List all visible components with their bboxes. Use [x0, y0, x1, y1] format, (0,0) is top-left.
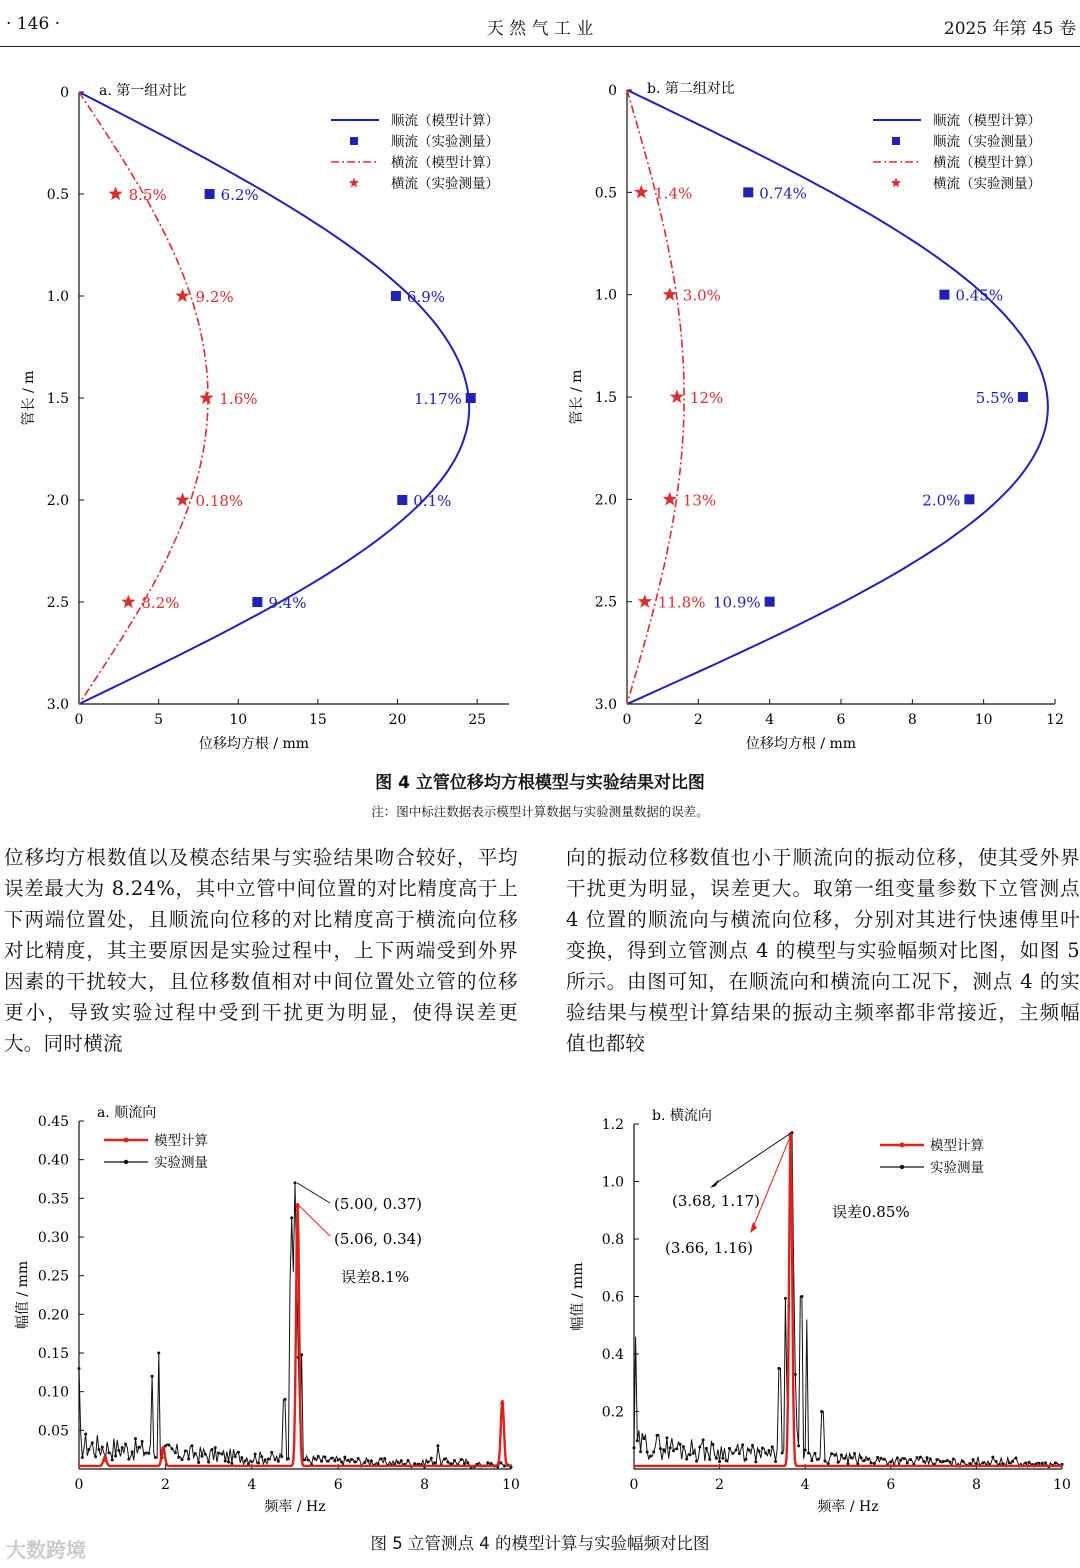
experiment-point [906, 1461, 909, 1464]
experiment-point [698, 1445, 701, 1448]
y-tick-label: 2.5 [594, 594, 617, 611]
experiment-point [751, 1444, 754, 1447]
experiment-point [731, 1452, 734, 1455]
experiment-point [972, 1458, 975, 1461]
experiment-point [820, 1410, 823, 1413]
experiment-point [784, 1297, 787, 1300]
experiment-point [712, 1443, 715, 1446]
body-text-left: 位移均方根数值以及模态结果与实验结果吻合较好，平均误差最大为 8.24%，其中立管中间位置的对比精度高于上下两端位置处，且顺流向位移的对比精度高于横流向位移对比精度，其主要原因是实验过程中，上下两端受到外界因素的干扰较大，且位移数值相对中间位置处立管的位移更小，导致实验过程中受到干扰更为明显，使得误差更大。同时横流 [4, 846, 518, 1055]
experiment-point [721, 1457, 724, 1460]
experiment-point [748, 1449, 751, 1452]
experiment-point [860, 1456, 863, 1459]
experiment-point [804, 1449, 807, 1452]
inline-point-label: 0.1% [413, 492, 452, 510]
x-tick-label: 0 [622, 712, 632, 728]
experiment-point [863, 1459, 866, 1462]
x-axis-label: 频率 / Hz [264, 1499, 326, 1515]
legend-label: 顺流（模型计算） [391, 113, 499, 129]
experiment-point [952, 1457, 955, 1460]
figure4-note: 注：图中标注数据表示模型计算数据与实验测量数据的误差。 [371, 804, 709, 819]
y-tick-label: 0.5 [46, 187, 69, 203]
experiment-point [652, 1450, 655, 1453]
experiment-point [889, 1460, 892, 1463]
y-tick-label: 1.0 [601, 1174, 624, 1191]
experiment-point [879, 1457, 882, 1460]
experiment-point [929, 1457, 932, 1460]
experiment-point [771, 1445, 774, 1448]
y-tick-label: 2.5 [46, 595, 69, 611]
y-tick-label: 0.8 [601, 1232, 624, 1248]
experiment-point [817, 1458, 820, 1461]
inline-point-label: 9.4% [268, 594, 307, 612]
y-tick-label: 0.2 [601, 1404, 624, 1421]
experiment-point [741, 1443, 744, 1446]
experiment-point [672, 1449, 675, 1452]
annotation-leader-model [752, 1136, 791, 1231]
experiment-point [685, 1458, 688, 1461]
experiment-point [899, 1459, 902, 1462]
x-tick-label: 2 [160, 1477, 170, 1493]
experiment-point [995, 1460, 998, 1463]
annotation-arrowhead-exp [710, 1179, 719, 1188]
experiment-point [754, 1460, 757, 1463]
y-tick-label: 2.0 [46, 493, 69, 509]
x-tick-label: 2 [715, 1477, 725, 1493]
experiment-point [853, 1452, 856, 1455]
experiment-point [646, 1451, 649, 1454]
y-axis-label: 管长 / m [21, 370, 37, 426]
experiment-point [800, 1295, 803, 1298]
x-tick-label: 0 [629, 1477, 639, 1493]
annotation-model-peak: (3.66, 1.16) [665, 1239, 754, 1257]
figure4-caption: 图 4 立管位移均方根模型与实验结果对比图 [375, 773, 705, 793]
x-tick-label: 2 [693, 712, 703, 728]
y-tick-label: 0.5 [594, 185, 617, 202]
cross-point-label: 13% [682, 491, 717, 510]
experiment-point [1037, 1462, 1040, 1465]
body-text-right: 向的振动位移数值也小于顺流向的振动位移，使其受外界干扰更为明显，误差更大。取第一组变量参数下立管测点 4 位置的顺流向与横流向位移，分别对其进行快速傅里叶变换，得到立管测点 4 的模型与实验幅频对比图，如图 5 所示。由图可知，在顺流向和横流向工况下，测点 4 的实验结果与模型计算结果的振动主频率都非常接近，主频幅值也都较 [566, 846, 1080, 1055]
experiment-point [909, 1458, 912, 1461]
model-series-line [634, 1132, 1062, 1466]
issue-info: 2025 年第 45 卷 [943, 19, 1076, 39]
y-axis-label: 管长 / m [569, 369, 585, 425]
experiment-point [876, 1456, 879, 1459]
experiment-point [833, 1454, 836, 1457]
experiment-point [758, 1450, 761, 1453]
experiment-point [688, 1453, 691, 1456]
legend-label: 横流（实验测量） [391, 176, 499, 192]
y-tick-label: 0.25 [37, 1268, 69, 1285]
y-tick-label: 2.0 [594, 492, 617, 509]
inline-point-label: 10.9% [713, 593, 761, 612]
experiment-point [991, 1456, 994, 1459]
panel-label: b. 横流向 [652, 1108, 712, 1124]
legend-label: 顺流（实验测量） [933, 134, 1041, 150]
inline-point-label: 0.74% [759, 184, 807, 203]
y-tick-label: 0.6 [601, 1289, 624, 1306]
y-tick-label: 0.10 [37, 1384, 69, 1401]
legend-label: 顺流（实验测量） [391, 134, 499, 150]
experiment-point [1011, 1460, 1014, 1463]
experiment-point [675, 1447, 678, 1450]
x-tick-label: 4 [800, 1477, 810, 1493]
annotation-error: 误差8.1% [341, 1268, 410, 1286]
experiment-point [827, 1462, 830, 1465]
legend-exp-marker [900, 1165, 904, 1169]
experiment-point [1024, 1461, 1027, 1464]
panel-label: a. 第一组对比 [99, 83, 187, 99]
x-tick-label: 0 [74, 1477, 84, 1493]
x-tick-label: 6 [333, 1477, 343, 1493]
experiment-point [981, 1461, 984, 1464]
annotation-arrowhead-model [750, 1222, 757, 1233]
experiment-point [738, 1452, 741, 1455]
cross-point-label: 9.2% [195, 288, 234, 306]
x-tick-label: 10 [1053, 1477, 1071, 1493]
legend-label: 模型计算 [930, 1138, 984, 1154]
experiment-point [962, 1460, 965, 1463]
experiment-point [810, 1459, 813, 1462]
inline-point-label: 0.45% [955, 286, 1004, 305]
x-tick-label: 5 [154, 712, 164, 728]
experiment-point [669, 1446, 672, 1449]
inline-point-label: 2.0% [922, 491, 961, 510]
y-tick-label: 0.35 [37, 1191, 69, 1208]
experiment-point [744, 1458, 747, 1461]
experiment-point [725, 1459, 728, 1462]
annotation-leader-exp [712, 1133, 792, 1186]
inline-point-label: 6.9% [406, 288, 446, 306]
x-tick-label: 8 [907, 712, 917, 728]
experiment-point [692, 1452, 695, 1455]
watermark-logo: 大数跨境 [6, 1538, 86, 1562]
x-tick-label: 6 [836, 712, 846, 728]
experiment-point [708, 1458, 711, 1461]
cross-point-label: 8.5% [128, 186, 167, 204]
annotation-exp-peak: (5.00, 0.37) [334, 1195, 423, 1213]
x-tick-label: 25 [468, 712, 487, 728]
y-tick-label: 1.0 [594, 287, 617, 304]
experiment-point [939, 1460, 942, 1463]
legend-label: 模型计算 [154, 1133, 208, 1149]
x-tick-label: 10 [229, 712, 248, 728]
experiment-point [919, 1456, 922, 1459]
annotation-error: 误差0.85% [832, 1203, 910, 1221]
panel-label: b. 第二组对比 [647, 81, 735, 97]
experiment-point [642, 1437, 645, 1440]
experiment-point [837, 1461, 840, 1464]
x-tick-label: 15 [308, 712, 327, 728]
panel-label: a. 顺流向 [97, 1105, 157, 1121]
x-tick-label: 12 [1046, 712, 1064, 728]
journal-title: 天 然 气 工 业 [486, 19, 594, 39]
legend-label: 顺流（模型计算） [933, 113, 1041, 129]
experiment-point [715, 1457, 718, 1460]
experiment-point [1044, 1461, 1047, 1464]
cross-point-label: 11.8% [657, 593, 706, 612]
x-tick-label: 8 [420, 1477, 430, 1493]
x-axis-label: 频率 / Hz [817, 1499, 879, 1515]
experiment-point [866, 1458, 869, 1461]
experiment-point [781, 1451, 784, 1454]
experiment-point [807, 1451, 810, 1454]
legend-label: 横流（模型计算） [391, 155, 499, 171]
y-tick-label: 0.15 [37, 1346, 69, 1362]
x-tick-label: 10 [502, 1477, 520, 1493]
experiment-point [896, 1456, 899, 1459]
experiment-point [870, 1461, 873, 1464]
experiment-point [883, 1458, 886, 1461]
experiment-point [633, 1446, 636, 1449]
x-axis-label: 位移均方根 / mm [198, 736, 310, 752]
y-tick-label: 0.40 [37, 1152, 69, 1169]
experiment-point [840, 1454, 843, 1457]
experiment-point [814, 1452, 817, 1455]
experiment-point [1054, 1461, 1057, 1464]
y-tick-label: 1.5 [46, 391, 69, 407]
y-tick-label: 1.5 [594, 390, 617, 406]
experiment-point [665, 1436, 668, 1439]
cross-point-label: 1.4% [654, 184, 693, 203]
x-tick-label: 6 [886, 1477, 896, 1493]
experiment-point [767, 1449, 770, 1452]
experiment-point [1028, 1461, 1031, 1464]
figure5-caption: 图 5 立管测点 4 的模型计算与实验幅频对比图 [370, 1534, 710, 1553]
y-tick-label: 3.0 [46, 697, 69, 713]
cross-point-label: 12% [689, 389, 724, 407]
y-tick-label: 0 [608, 83, 617, 99]
experiment-point [922, 1460, 925, 1463]
experiment-point [942, 1460, 945, 1463]
y-axis-label: 幅值 / mm [15, 1260, 31, 1330]
experiment-point [916, 1456, 919, 1459]
y-tick-label: 0.30 [37, 1230, 69, 1246]
cross-point-label: 1.6% [219, 390, 258, 408]
experiment-point [1014, 1457, 1017, 1460]
experiment-series-line [634, 1133, 1062, 1467]
y-tick-label: 1.2 [601, 1117, 624, 1133]
experiment-point [830, 1452, 833, 1455]
y-tick-label: 0.05 [37, 1423, 69, 1440]
experiment-point [777, 1367, 780, 1370]
cross-point-label: 0.18% [195, 492, 244, 510]
experiment-point [659, 1447, 662, 1450]
experiment-point [695, 1460, 698, 1463]
experiment-point [662, 1448, 665, 1451]
experiment-point [774, 1460, 777, 1463]
experiment-point [1008, 1461, 1011, 1464]
experiment-point [797, 1444, 800, 1447]
x-tick-label: 8 [971, 1477, 981, 1493]
cross-point-label: 8.2% [141, 594, 180, 612]
experiment-point [718, 1460, 721, 1463]
x-axis-label: 位移均方根 / mm [745, 736, 857, 752]
y-tick-label: 0.20 [37, 1307, 69, 1324]
experiment-point [705, 1447, 708, 1450]
experiment-point [636, 1439, 639, 1442]
experiment-point [702, 1438, 705, 1441]
inline-point-label: 5.5% [975, 389, 1014, 407]
experiment-point [682, 1445, 685, 1448]
experiment-point [764, 1451, 767, 1454]
cross-point-label: 3.0% [682, 286, 721, 305]
inline-point-label: 1.17% [414, 390, 462, 408]
x-tick-label: 20 [388, 712, 407, 728]
legend-label: 横流（实验测量） [933, 176, 1041, 192]
experiment-point [873, 1462, 876, 1465]
y-axis-label: 幅值 / mm [570, 1262, 586, 1331]
y-tick-label: 3.0 [594, 697, 617, 713]
legend-model-marker [900, 1143, 905, 1148]
page-number: · 146 · [6, 14, 61, 34]
experiment-point [945, 1459, 948, 1462]
legend-label: 横流（模型计算） [933, 155, 1041, 171]
x-tick-label: 4 [247, 1477, 257, 1493]
experiment-point [823, 1459, 826, 1462]
experiment-point [656, 1434, 659, 1437]
experiment-point [679, 1443, 682, 1446]
experiment-point [761, 1446, 764, 1449]
experiment-point [926, 1456, 929, 1459]
experiment-point [902, 1457, 905, 1460]
y-tick-label: 1.0 [46, 289, 69, 305]
experiment-point [949, 1461, 952, 1464]
y-tick-label: 0.45 [37, 1114, 69, 1130]
x-tick-label: 0 [74, 712, 84, 728]
experiment-point [1041, 1462, 1044, 1465]
y-tick-label: 0 [60, 85, 69, 101]
experiment-point [935, 1458, 938, 1461]
annotation-exp-peak: (3.68, 1.17) [672, 1192, 761, 1210]
experiment-point [639, 1450, 642, 1453]
x-tick-label: 4 [765, 712, 775, 728]
experiment-point [649, 1455, 652, 1458]
experiment-point [843, 1457, 846, 1460]
annotation-model-peak: (5.06, 0.34) [334, 1230, 423, 1248]
inline-point-label: 6.2% [220, 186, 259, 204]
experiment-point [728, 1447, 731, 1450]
experiment-point [735, 1449, 738, 1452]
legend-label: 实验测量 [154, 1155, 208, 1171]
experiment-point [968, 1462, 971, 1465]
legend-label: 实验测量 [930, 1160, 984, 1176]
y-tick-label: 0.4 [601, 1347, 624, 1363]
x-tick-label: 10 [974, 712, 993, 728]
experiment-point [850, 1456, 853, 1459]
